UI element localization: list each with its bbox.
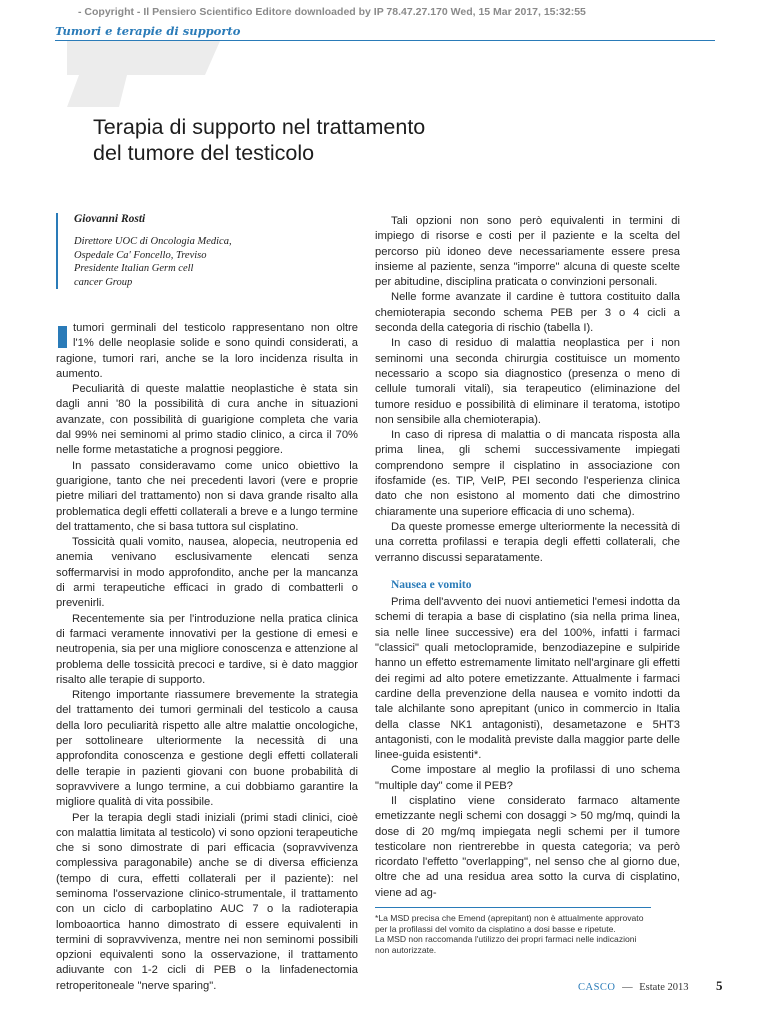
footer-separator: — (622, 982, 633, 993)
page-number: 5 (716, 978, 723, 993)
article-title-line-1: Terapia di supporto nel trattamento (93, 115, 426, 139)
body-paragraph: Prima dell'avvento dei nuovi antiemetici l'emesi indotta da schemi di terapia a base di cisplatino (sia nella prima linea, sia nelle linee successive) era del 100%, infatti i farmaci "classici" quali metoclopramide, benzodiazepine e sulpiride hanno un effetto estremamente limitato nell'arginare gli effetti dei regimi ad alto potere emetizzante. Attualmente i farmaci cardine della prevenzione della nausea e vomito indotti da tale alchilante sono aprepitant (unico in commercio in Italia della classe NK1 antagonisti), desametazone e 5HT3 antagonisti, con le modalità previste dalla maggior parte delle linee-guida esistenti*. (375, 596, 680, 762)
author-name: Giovanni Rosti (74, 213, 146, 225)
affiliation-line: Ospedale Ca' Foncello, Treviso (74, 249, 207, 261)
body-paragraph: Nelle forme avanzate il cardine è tuttora costituito dalla chemioterapia secondo schema PEB per 3 o 4 cicli a seconda della categoria di rischio (tabella I). (375, 291, 680, 335)
body-paragraph: Per la terapia degli stadi iniziali (primi stadi clinici, cioè con malattia limitata al testicolo) vi sono opzioni terapeutiche che si sono dimostrate di pari efficacia (sopravvivenza complessiva paragonabile) anche se di diversa efficienza (tempo di cura, effetti collaterali per il paziente): nel seminoma l'osservazione clinico-strumentale, il trattamento con un ciclo di carboplatino AUC 7 o la radioterapia lomboaortica hanno dimostrato di essere equivalenti in termini di sopravvivenza, mentre nei non seminomi possibili opzioni equivalenti sono la osservazione, il trattamento adiuvante con 1-2 cicli di PEB o la linfadenectomia retroperitoneale "nerve sparing". (56, 811, 358, 992)
page-footer (578, 982, 689, 993)
body-paragraph: Tossicità quali vomito, nausea, alopecia, neutropenia ed anemia venivano esclusivamente elencati senza soffermarvisi in modo approfondito, anche per la mancanza di armi terapeutiche efficaci in grado di combatterli o prevenirli. (56, 536, 358, 610)
body-paragraph: Ritengo importante riassumere brevemente la strategia del trattamento dei tumori germinali del testicolo a causa della loro peculiarità rispetto alle altre malattie oncologiche, per sottolineare ulteriormente la necessità di una approfondita conoscenza e gestione degli effetti collaterali delle terapie in pazienti giovani con buone probabilità di sopravvivere a lungo termine, a cui dobbiamo garantire la migliore qualità di vita possibile. (56, 689, 358, 809)
journal-name: CASCO (578, 982, 616, 993)
affiliation-line: cancer Group (74, 276, 133, 288)
affiliation-line: Presidente Italian Germ cell (74, 263, 194, 274)
decorative-letter-t (55, 41, 235, 107)
footnote-divider (375, 907, 651, 908)
body-paragraph: Il cisplatino viene considerato farmaco altamente emetizzante negli schemi con dosaggi > 50 mg/mq, quindi la dose di 20 mg/mq impiegata negli schemi per il tumore testicolare non rientrerebbe in questa categoria; va però ricordato l'effetto "overlapping", nel senso che al giorno due, oltre che ad una residua area sotto la curva di cisplatino, viene ad ag- (375, 794, 680, 899)
drop-cap-i (58, 326, 67, 348)
copyright-notice: - Copyright - Il Pensiero Scientifico Editore downloaded by IP 78.47.27.170 Wed, 15 Mar 2017, 15:32:55 (78, 6, 586, 18)
body-paragraph: Tali opzioni non sono però equivalenti in termini di impiego di risorse e costi per il paziente e la scelta del percorso più idoneo deve necessariamente essere presa insieme al paziente, senza "imporre" alcuna di queste scelte per abitudine, disciplina praticata o convinzioni personali. (375, 215, 680, 289)
footnote-line: *La MSD precisa che Emend (aprepitant) non è attualmente approvato (375, 913, 644, 923)
body-paragraph: Da queste promesse emerge ulteriormente la necessità di una corretta profilassi e terapia degli effetti collaterali, che verranno discussi separatamente. (375, 520, 680, 564)
body-paragraph: In caso di residuo di malattia neoplastica per i non seminomi una seconda chirurgia costituisce un momento necessario a scopo sia diagnostico (presenza o meno di cellule tumorali vitali), sia terapeutico (eliminazione del tumore residuo e possibilità di eliminare il teratoma, istotipo non sensibile alla chemioterapia). (375, 337, 680, 426)
section-label: Tumori e terapie di supporto (55, 24, 241, 38)
footnote-line: per la profilassi del vomito da cisplatino a dosi basse e ripetute. (375, 923, 616, 934)
article-title-line-2: del tumore del testicolo (93, 141, 315, 165)
body-paragraph: tumori germinali del testicolo rappresentano non oltre l'1% delle neoplasie solide e sono quindi considerati, a ragione, tumori rari, anche se la loro incidenza risulta in aumento. (56, 322, 358, 380)
affiliation-line: Direttore UOC di Oncologia Medica, (74, 236, 232, 247)
author-block (56, 213, 364, 289)
footnote-line: La MSD non raccomanda l'utilizzo dei propri farmaci nelle indicazioni (375, 934, 637, 944)
body-paragraph: In passato consideravamo come unico obiettivo la guarigione, tanto che nei precedenti lavori (vere e proprie pietre miliari del trattamento) non si dava grande risalto alla problematica degli effetti collaterali a breve e a lungo termine del trattamento, che si basa tuttora sul cisplatino. (56, 459, 358, 533)
right-column (375, 214, 680, 901)
body-paragraph: In caso di ripresa di malattia o di mancata risposta alla prima linea, gli schemi successivamente impiegati comprendono sempre il cisplatino in associazione con ifosfamide (es. TIP, VeIP, PEI secondo l'esperienza clinica dato che non esistono al momento dati che dimostrino chiaramente una superiore efficacia di uno schema). (375, 429, 680, 518)
article-title (93, 114, 653, 166)
body-paragraph: Come impostare al meglio la profilassi di uno schema "multiple day" come il PEB? (375, 764, 680, 792)
section-heading-nausea: Nausea e vomito (391, 578, 472, 591)
footnote-line: non autorizzate. (375, 944, 437, 955)
body-paragraph: Recentemente sia per l'introduzione nella pratica clinica di farmaci veramente innovativi per la gestione di emesi e neutropenia, sia per una migliore conoscenza e attenzione al problema delle tossicità precoci e tardive, si è dato maggior risalto alle terapie di supporto. (56, 612, 358, 686)
issue-label: Estate 2013 (639, 982, 689, 993)
footnote (375, 913, 665, 955)
body-paragraph: Peculiarità di queste malattie neoplastiche è stata sin dagli anni '80 la possibilità di cura anche in situazioni avanzate, con possibilità di guarigione completa che varia dal 99% nei seminomi al primo stadio clinico, a circa il 70% nelle forme metastatiche a prognosi peggiore. (56, 383, 358, 457)
author-affiliation (74, 235, 364, 289)
left-column (56, 321, 358, 994)
